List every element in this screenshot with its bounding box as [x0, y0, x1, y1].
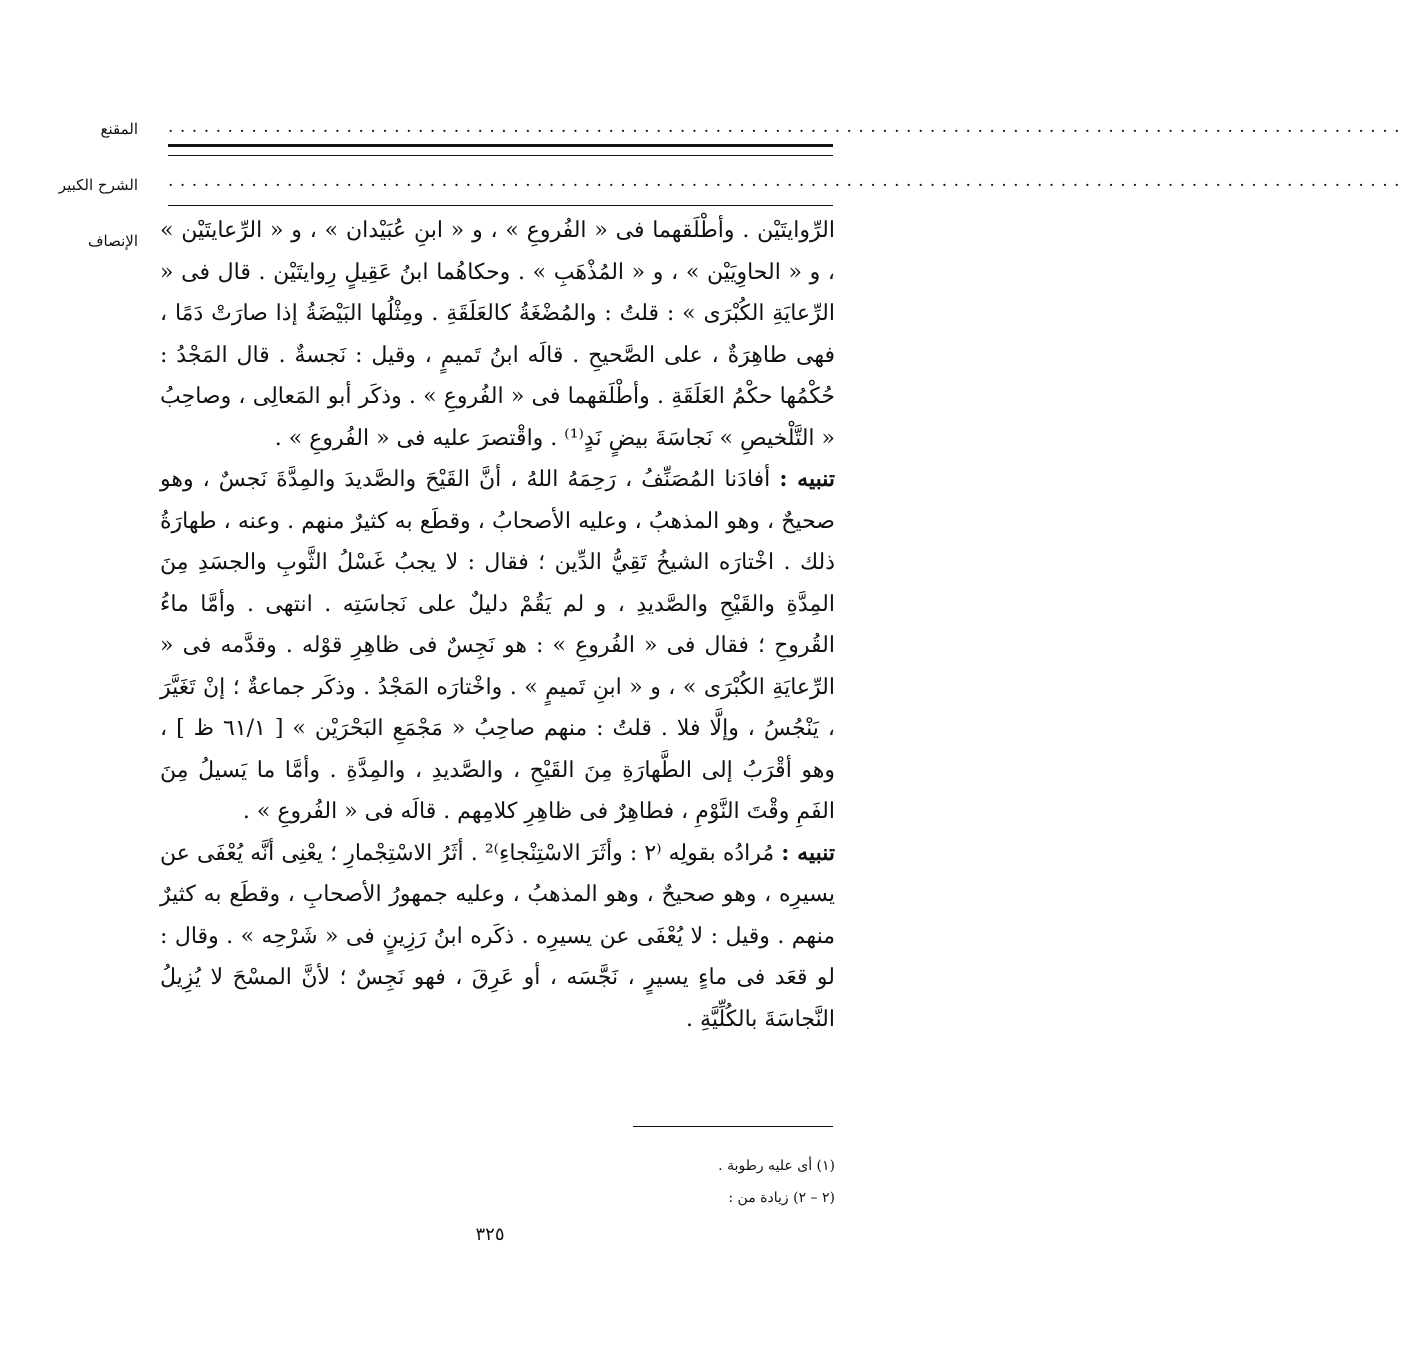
tanbih-label: تنبيه : — [781, 839, 835, 866]
paragraph-3-text: مُرادُه بقولِه ⁽٢ : وأثَرَ الاسْتِنْجاءِ⁾² . أثَرُ الاسْتِجْمارِ ؛ يعْنِى أنَّه يُعْفَى عن يسيرِه ، وهو صحيحٌ ، وهو المذهبُ ، وعليه جمهورُ الأصحابِ ، وقطَع به كثيرٌ منهم . وقيل : لا يُعْفَى عن يسيرِه . ذكَره ابنُ رَزِينٍ فى « شَرْحِه » . وقال : لو قعَد فى ماءٍ يسيرٍ ، نَجَّسَه ، أو عَرِقَ ، فهو نَجِسٌ ؛ لأنَّ المسْحَ لا يُزِيلُ النَّجاسَةَ بالكُلِّيَّةِ . — [160, 840, 835, 1032]
paragraph-2-text: أفادَنا المُصَنِّفُ ، رَحِمَهُ اللهُ ، أنَّ القَيْحَ والصَّديدَ والمِدَّةَ نَجسٌ ، وهو صحيحٌ ، وهو المذهبُ ، وعليه الأصحابُ ، وقطَع به كثيرٌ منهم . وعنه ، طهارَةُ ذلك . اخْتارَه الشيخُ تَقِيُّ الدِّين ؛ فقال : لا يجبُ غَسْلُ الثَّوبِ والجسَدِ مِنَ المِدَّةِ والقَيْحِ والصَّديدِ ، و لم يَقُمْ دليلٌ على نَجاسَتِه . انتهى . وأمَّا ماءُ القُروحِ ؛ فقال فى « الفُروعِ » : هو نَجِسٌ فى ظاهِرِ قوْله . وقدَّمه فى « الرِّعايَةِ الكُبْرَى » ، و « ابنِ تَميمٍ » . واخْتارَه المَجْدُ . وذكَر جماعةٌ ؛ إنْ تَغَيَّرَ ، يَنْجُسُ ، وإلَّا فلا . قلتُ : منهم صاحِبُ « مَجْمَعِ البَحْرَيْن » [ ٦١/١ ظ ] ، وهو أقْرَبُ إلى الطَّهارَةِ مِنَ القَيْحِ ، والصَّديدِ ، والمِدَّةِ . وأمَّا ما يَسيلُ مِنَ الفَمِ وقْتَ النَّوْمِ ، فطاهِرٌ فى ظاهِرِ كلامِهم . قالَه فى « الفُروعِ » . — [160, 467, 835, 824]
thin-rule — [168, 155, 833, 156]
paragraph-3 — [160, 833, 835, 1041]
paragraph-2 — [160, 459, 835, 833]
footnote-1: (١) أى عليه رطوبة . — [718, 1158, 835, 1174]
label-insaf: الإنصاف — [87, 232, 138, 250]
thick-rule — [168, 144, 833, 147]
label-muqni: المقنع — [100, 120, 138, 138]
muqni-dotted-line: ........................................................................................................ — [168, 117, 1406, 137]
sharh-dotted-line: ........................................................................................................ — [168, 171, 1406, 191]
footnote-2: (٢ – ٢) زيادة من : — [728, 1190, 835, 1206]
footnotes — [520, 1150, 835, 1214]
paragraph-1: الرِّوايتَيْن . وأطْلَقهما فى « الفُروعِ » ، و « ابنِ عُبَيْدان » ، و « الرِّعايتَيْن » ، و « الحاوِيَيْن » ، و « المُذْهَبِ » . وحكاهُما ابنُ عَقِيلٍ رِوايتَيْن . قال فى « الرِّعايَةِ الكُبْرَى » : قلتُ : والمُضْغَةُ كالعَلَقَةِ . ومِثْلُها البَيْضَةُ إذا صارَتْ دَمًا ، فهى طاهِرَةٌ ، على الصَّحيحِ . قالَه ابنُ تَميمٍ ، وقيل : نَجسةٌ . قال المَجْدُ : حُكْمُها حكْمُ العَلَقَةِ . وأطْلَقهما فى « الفُروعِ » . وذكَر أبو المَعالِى ، وصاحِبُ « التَّلْخيصِ » نَجاسَةَ بيضٍ نَدٍ⁽¹⁾ . واقْتصرَ عليه فى « الفُروعِ » . — [160, 218, 835, 451]
footnote-rule — [633, 1126, 833, 1127]
label-sharh-kabir: الشرح الكبير — [58, 176, 138, 194]
page-number: ٣٢٥ — [475, 1224, 505, 1245]
section-rule — [168, 205, 833, 206]
tanbih-label: تنبيه : — [779, 466, 835, 492]
insaf-text — [160, 210, 835, 1040]
